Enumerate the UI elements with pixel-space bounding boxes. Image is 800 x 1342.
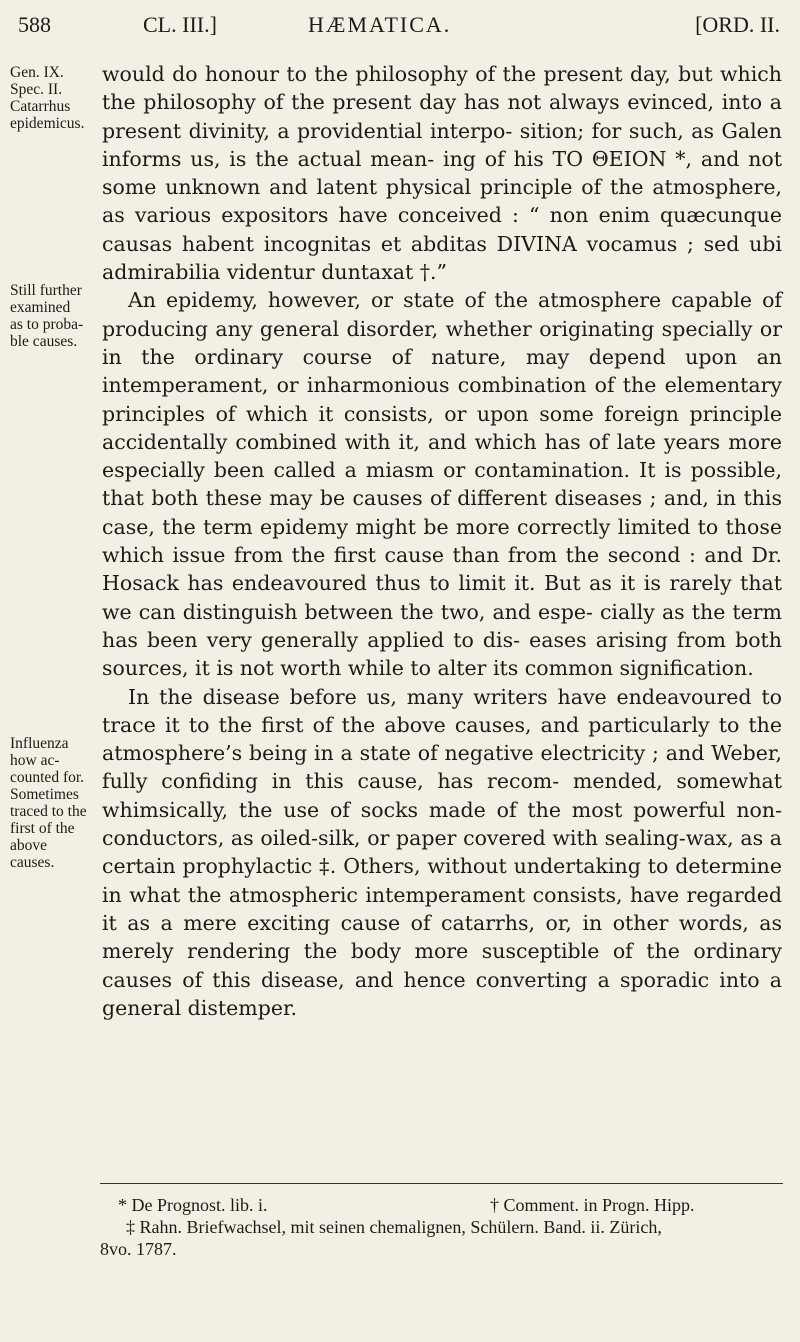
margin-note-genus: Gen. IX. Spec. II. Catarrhus epidemicus. <box>10 64 85 132</box>
footnote-1: * De Prognost. lib. i. <box>118 1195 268 1215</box>
paragraph-2: An epidemy, however, or state of the atmosphere capable of producing any general disorder, whether originating specially or in the ordinary course of nature, may depend upon an intemperament, or inharmonious combination of the elementary principles of which it consists, or upon some foreign principle accidentally combined with it, and which has of late years more especially been called a miasm or contamination. It is possible, that both these may be causes of different diseases ; and, in this case, the term epidemy might be more correctly limited to those which issue from the first cause than from the second : and Dr. Hosack has endeavoured thus to limit it. But as it is rarely that we can distinguish between the two, and espe- cially as the term has been very generally applied to dis- eases arising from both sources, it is not worth while to alter its common signification. <box>102 288 782 681</box>
margin-note-probable-causes: Still further examined as to proba- ble causes. <box>10 282 84 350</box>
main-text <box>102 60 782 1022</box>
paragraph-1: would do honour to the philosophy of the present day, but which the philosophy of the present day has not always evinced, into a present divinity, a providential interpo- sition; for such, as Galen informs us, is the actual mean- ing of his TO ΘΕΙΟΝ *, and not some unknown and latent physical principle of the atmosphere, as various expositors have conceived : “ non enim quæcunque causas habent incognitas et abditas DIVINA vocamus ; sed ubi admirabilia videntur duntaxat †.” <box>102 62 782 285</box>
running-title: HÆMATICA. <box>308 12 452 37</box>
paragraph-3: In the disease before us, many writers have endeavoured to trace it to the first of the above causes, and particularly to the atmosphere’s being in a state of negative electricity ; and Weber, fully confiding in this cause, has recom- mended, somewhat whimsically, the use of socks made of the most powerful non-conductors, as oiled-silk, or paper covered with sealing-wax, as a certain prophylactic ‡. Others, without undertaking to determine in what the atmospheric intemperament consists, have regarded it as a mere exciting cause of catarrhs, or, in other words, as merely rendering the body more susceptible of the ordinary causes of this disease, and hence converting a sporadic into a general distemper. <box>102 684 782 1020</box>
page-number: 588 <box>18 12 51 37</box>
footnotes <box>100 1194 788 1260</box>
running-header <box>18 12 780 46</box>
footnote-2: † Comment. in Progn. Hipp. <box>490 1195 695 1215</box>
footnote-3-line-1: ‡ Rahn. Briefwachsel, mit seinen chemalignen, Schülern. Band. ii. Zürich, <box>126 1217 662 1237</box>
chapter-label: CL. III.] <box>143 12 217 37</box>
order-label: [ORD. II. <box>695 12 780 37</box>
footnote-3-line-2: 8vo. 1787. <box>100 1239 177 1259</box>
margin-note-influenza: Influenza how ac- counted for. Sometimes traced to the first of the above causes. <box>10 735 87 871</box>
footnote-divider <box>100 1183 783 1184</box>
